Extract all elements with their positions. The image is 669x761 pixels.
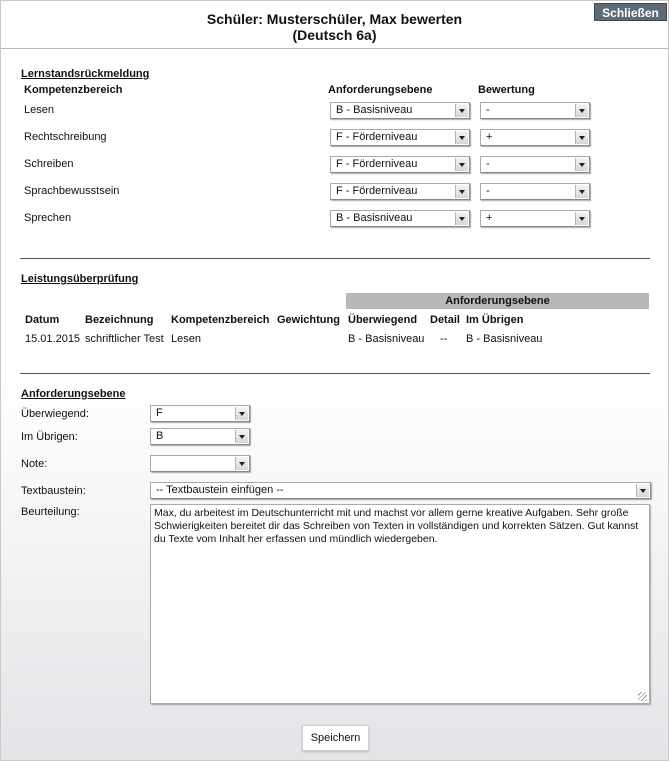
bewertung-select-value: - <box>486 185 490 197</box>
kompetenz-label: Sprachbewusstsein <box>24 185 120 197</box>
chevron-down-icon <box>455 158 468 171</box>
page-title-line1: Schüler: Musterschüler, Max bewerten <box>206 11 463 27</box>
chevron-down-icon <box>455 185 468 198</box>
anforderung-select[interactable] <box>330 183 470 200</box>
table-cell-im-uebrigen: B - Basisniveau <box>466 333 543 345</box>
anforderung-select[interactable] <box>330 210 470 227</box>
ueberwiegend-select-value: F <box>156 407 163 419</box>
header-divider <box>1 48 669 49</box>
table-header-kompetenzbereich: Kompetenzbereich <box>171 314 270 326</box>
ueberwiegend-select[interactable] <box>150 405 250 422</box>
bewertung-select-value: - <box>486 158 490 170</box>
chevron-down-icon <box>575 185 588 198</box>
table-cell-detail: -- <box>440 333 448 345</box>
col-anforderungsebene: Anforderungsebene <box>328 84 433 96</box>
section-title-anforderung: Anforderungsebene <box>21 388 126 400</box>
beurteilung-label: Beurteilung: <box>21 506 80 518</box>
beurteilung-text: Max, du arbeitest im Deutschunterricht mit und machst vor allem gerne kreative Aufgaben. Sehr große Schwierigkeiten bereitet dir das Schreiben von Texten in vollständigen und korrekten Sätzen. Gut kannst du Texte vom Inhalt her erfassen und mündlich wiedergeben. <box>154 507 639 545</box>
table-header-datum: Datum <box>25 314 60 326</box>
anforderung-select-value: F - Förderniveau <box>336 185 418 197</box>
chevron-down-icon <box>235 457 248 470</box>
section-title-leistung: Leistungsüberprüfung <box>21 273 139 285</box>
table-group-header: Anforderungsebene <box>346 293 649 309</box>
chevron-down-icon <box>575 131 588 144</box>
anforderung-select[interactable] <box>330 156 470 173</box>
section-title-lernstand: Lernstandsrückmeldung <box>21 68 150 80</box>
bewertung-select-value: + <box>486 212 493 224</box>
uebrigen-label: Im Übrigen: <box>21 431 78 443</box>
note-select[interactable] <box>150 455 250 472</box>
bewertung-select[interactable] <box>480 102 590 119</box>
table-cell-kompetenzbereich: Lesen <box>171 333 201 345</box>
note-label: Note: <box>21 458 48 470</box>
chevron-down-icon <box>636 484 649 497</box>
bewertung-select-value: + <box>486 131 493 143</box>
resize-grip-icon[interactable] <box>638 692 647 701</box>
chevron-down-icon <box>575 212 588 225</box>
anforderung-select-value: F - Förderniveau <box>336 131 418 143</box>
table-cell-datum: 15.01.2015 <box>25 333 81 345</box>
chevron-down-icon <box>575 104 588 117</box>
uebrigen-select[interactable] <box>150 428 250 445</box>
anforderung-select[interactable] <box>330 129 470 146</box>
close-button[interactable]: Schließen <box>594 3 667 21</box>
anforderung-select-value: B - Basisniveau <box>336 104 413 116</box>
bewertung-select[interactable] <box>480 210 590 227</box>
chevron-down-icon <box>455 104 468 117</box>
anforderung-select-value: F - Förderniveau <box>336 158 418 170</box>
bewertung-select[interactable] <box>480 156 590 173</box>
chevron-down-icon <box>455 212 468 225</box>
bewertung-select[interactable] <box>480 129 590 146</box>
section-divider <box>20 258 650 259</box>
kompetenz-label: Schreiben <box>24 158 74 170</box>
chevron-down-icon <box>235 430 248 443</box>
uebrigen-select-value: B <box>156 430 164 442</box>
table-header-detail: Detail <box>430 314 460 326</box>
anforderung-select[interactable] <box>330 102 470 119</box>
section-divider <box>20 373 650 374</box>
textbaustein-select-value: -- Textbaustein einfügen -- <box>156 484 284 496</box>
kompetenz-label: Lesen <box>24 104 54 116</box>
kompetenz-label: Sprechen <box>24 212 72 224</box>
bewertung-select[interactable] <box>480 183 590 200</box>
page-title-line2: (Deutsch 6a) <box>292 27 377 43</box>
textbaustein-select[interactable] <box>150 482 651 499</box>
beurteilung-textarea[interactable] <box>150 504 650 704</box>
table-header-bezeichnung: Bezeichnung <box>85 314 154 326</box>
chevron-down-icon <box>235 407 248 420</box>
col-kompetenzbereich: Kompetenzbereich <box>24 84 123 96</box>
save-button[interactable]: Speichern <box>302 725 369 751</box>
textbaustein-label: Textbaustein: <box>21 485 86 497</box>
table-row <box>1 333 669 347</box>
table-cell-ueberwiegend: B - Basisniveau <box>348 333 425 345</box>
kompetenz-label: Rechtschreibung <box>24 131 107 143</box>
table-header-im-uebrigen: Im Übrigen <box>466 314 524 326</box>
bewertung-select-value: - <box>486 104 490 116</box>
table-cell-bezeichnung: schriftlicher Test <box>85 333 164 345</box>
table-header-gewichtung: Gewichtung <box>277 314 340 326</box>
table-header-ueberwiegend: Überwiegend <box>348 314 418 326</box>
page-title <box>1 11 668 43</box>
chevron-down-icon <box>455 131 468 144</box>
ueberwiegend-label: Überwiegend: <box>21 408 89 420</box>
col-bewertung: Bewertung <box>478 84 535 96</box>
chevron-down-icon <box>575 158 588 171</box>
anforderung-select-value: B - Basisniveau <box>336 212 413 224</box>
